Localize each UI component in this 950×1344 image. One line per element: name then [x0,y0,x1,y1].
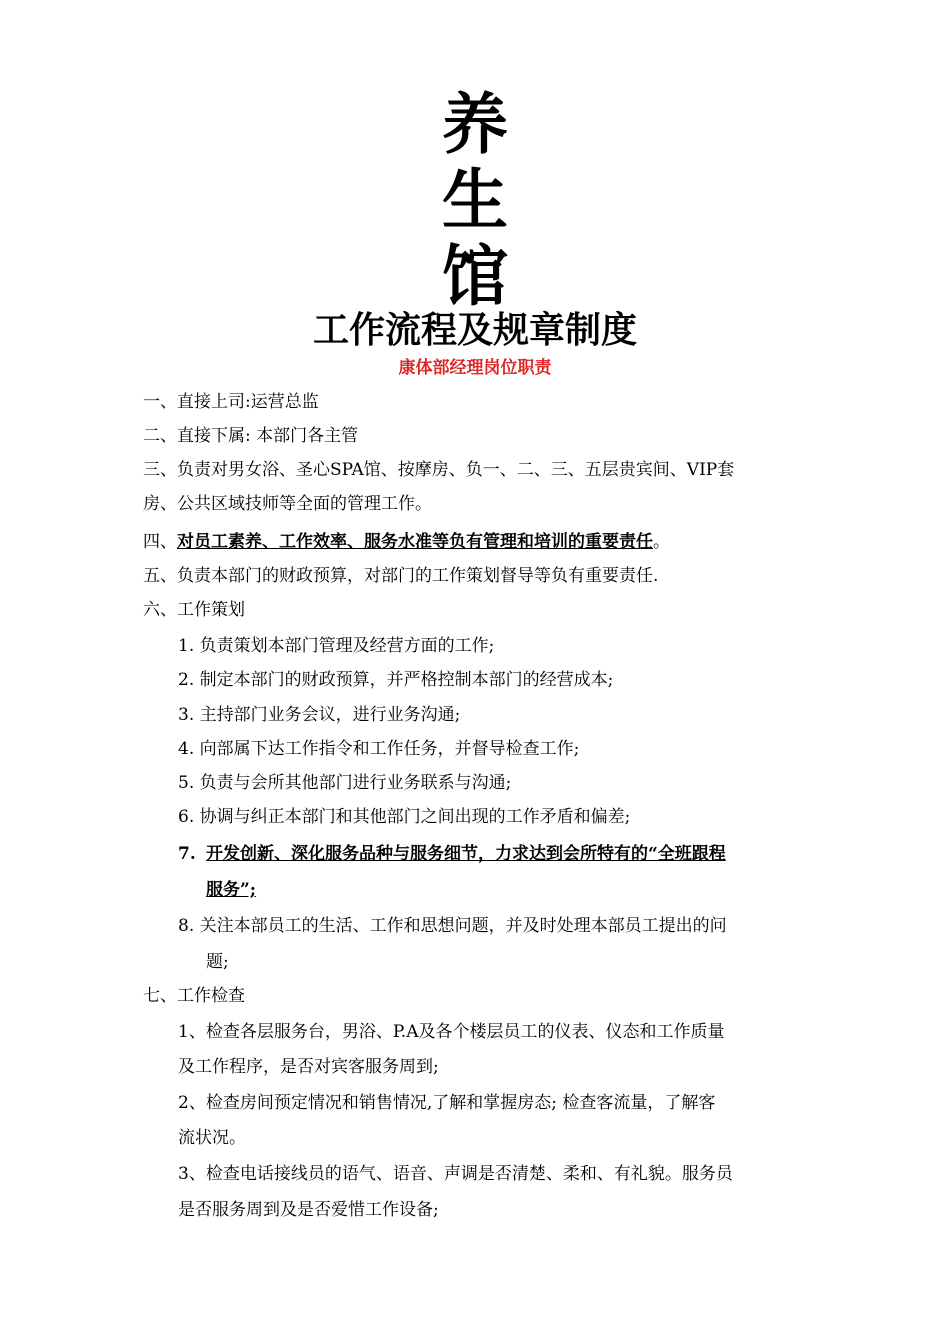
item-4-prefix: 四、 [143,532,177,552]
item-2: 二、直接下属: 本部门各主管 [143,426,359,446]
plan-item-3: 3. 主持部门业务会议，进行业务沟通; [178,705,461,725]
plan-item-7-line-2: 服务”; [206,880,257,900]
item-4 [143,530,670,554]
check-item-1-line-1: 1、检查各层服务台，男浴、P.A及各个楼层员工的仪表、仪态和工作质量 [178,1022,725,1042]
item-7: 七、工作检查 [143,986,245,1006]
plan-item-6: 6. 协调与纠正本部门和其他部门之间出现的工作矛盾和偏差; [178,807,631,827]
plan-item-7-number: 7. [178,844,196,864]
plan-item-2: 2. 制定本部门的财政预算，并严格控制本部门的经营成本; [178,670,614,690]
check-item-3-line-2: 是否服务周到及是否爱惜工作设备; [178,1200,439,1220]
plan-item-8-line-1: 8. 关注本部员工的生活、工作和思想问题，并及时处理本部员工提出的问 [178,916,727,936]
plan-item-7-line-1: 开发创新、深化服务品种与服务细节，力求达到会所特有的“全班跟程 [206,844,726,864]
plan-item-8-line-2: 题; [206,952,229,972]
section-subtitle: 康体部经理岗位职责 [398,358,552,378]
title-char-2: 生 [442,161,508,239]
check-item-2-line-1: 2、检查房间预定情况和销售情况,了解和掌握房态; 检查客流量，了解客 [178,1093,716,1113]
main-title: 工作流程及规章制度 [312,309,637,351]
item-1: 一、直接上司:运营总监 [143,392,319,412]
item-4-suffix: 。 [653,532,670,552]
check-item-1-line-2: 及工作程序，是否对宾客服务周到; [178,1057,439,1077]
item-5: 五、负责本部门的财政预算，对部门的工作策划督导等负有重要责任. [143,566,659,586]
item-6: 六、工作策划 [143,600,245,620]
item-4-emphasis: 对员工素养、工作效率、服务水准等负有管理和培训的重要责任 [177,532,653,552]
check-item-2-line-2: 流状况。 [178,1128,246,1148]
plan-item-4: 4. 向部属下达工作指令和工作任务，并督导检查工作; [178,739,580,759]
item-3-line-1: 三、负责对男女浴、圣心SPA馆、按摩房、负一、二、三、五层贵宾间、VIP套 [143,460,735,480]
plan-item-5: 5. 负责与会所其他部门进行业务联系与沟通; [178,773,512,793]
plan-item-1: 1. 负责策划本部门管理及经营方面的工作; [178,636,495,656]
item-3-line-2: 房、公共区域技师等全面的管理工作。 [143,494,432,514]
check-item-3-line-1: 3、检查电话接线员的语气、语音、声调是否清楚、柔和、有礼貌。服务员 [178,1164,733,1184]
title-char-3: 馆 [442,237,508,315]
title-char-1: 养 [442,85,508,163]
